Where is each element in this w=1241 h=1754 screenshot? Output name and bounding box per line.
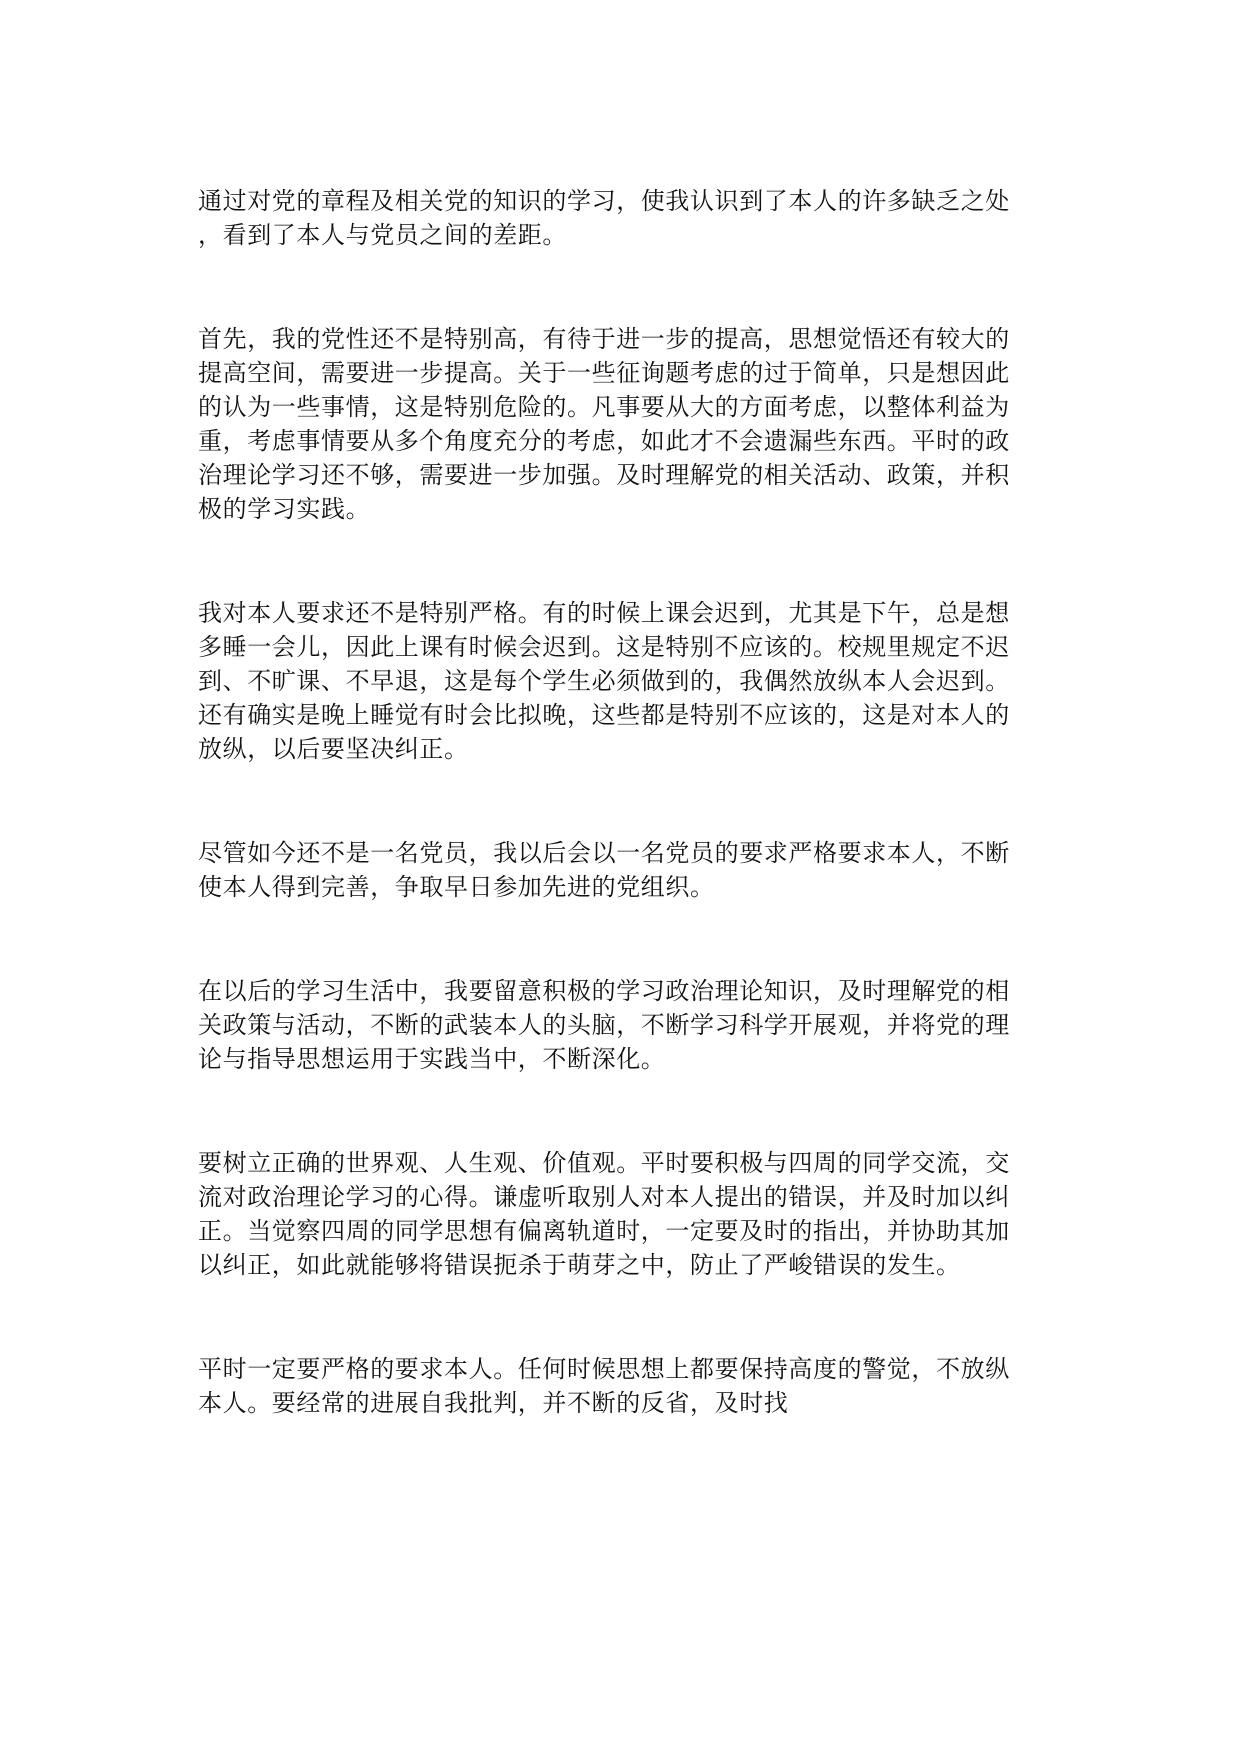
paragraph-2: 首先，我的党性还不是特别高，有待于进一步的提高，思想觉悟还有较大的 提高空间，需要进一步提高。关于一些征询题考虑的过于简单，只是想因此 的认为一些事情，这是特别危险的。凡事要从大的方面考虑，以整体利益为 重，考虑事情要从多个角度充分的考虑，如此才不会遗漏些东西。平时的政 治理论学习还不够，需要进一步加强。及时理解党的相关活动、政策，并积 极的学习实践。 (198, 325, 1010, 523)
paragraph-1: 通过对党的章程及相关党的知识的学习，使我认识到了本人的许多缺乏之处 ，看到了本人与党员之间的差距。 (198, 187, 1010, 249)
paragraph-7: 平时一定要严格的要求本人。任何时候思想上都要保持高度的警觉，不放纵 本人。要经常的进展自我批判，并不断的反省，及时找 (198, 1355, 1010, 1417)
paragraph-3: 我对本人要求还不是特别严格。有的时候上课会迟到，尤其是下午，总是想 多睡一会儿，因此上课有时候会迟到。这是特别不应该的。校规里规定不迟 到、不旷课、不早退，这是每个学生必须做到的，我偶然放纵本人会迟到。 还有确实是晚上睡觉有时会比拟晚，这些都是特别不应该的，这是对本人的 放纵，以后要坚决纠正。 (198, 599, 1010, 763)
paragraph-5: 在以后的学习生活中，我要留意积极的学习政治理论知识，及时理解党的相 关政策与活动，不断的武装本人的头脑，不断学习科学开展观，并将党的理 论与指导思想运用于实践当中，不断深化。 (198, 977, 1010, 1073)
paragraph-4: 尽管如今还不是一名党员，我以后会以一名党员的要求严格要求本人，不断 使本人得到完善，争取早日参加先进的党组织。 (198, 839, 1010, 901)
paragraph-6: 要树立正确的世界观、人生观、价值观。平时要积极与四周的同学交流，交 流对政治理论学习的心得。谦虚听取别人对本人提出的错误，并及时加以纠 正。当觉察四周的同学思想有偏离轨道时，一定要及时的指出，并协助其加 以纠正，如此就能够将错误扼杀于萌芽之中，防止了严峻错误的发生。 (198, 1149, 1010, 1279)
document-body (198, 184, 1028, 1420)
